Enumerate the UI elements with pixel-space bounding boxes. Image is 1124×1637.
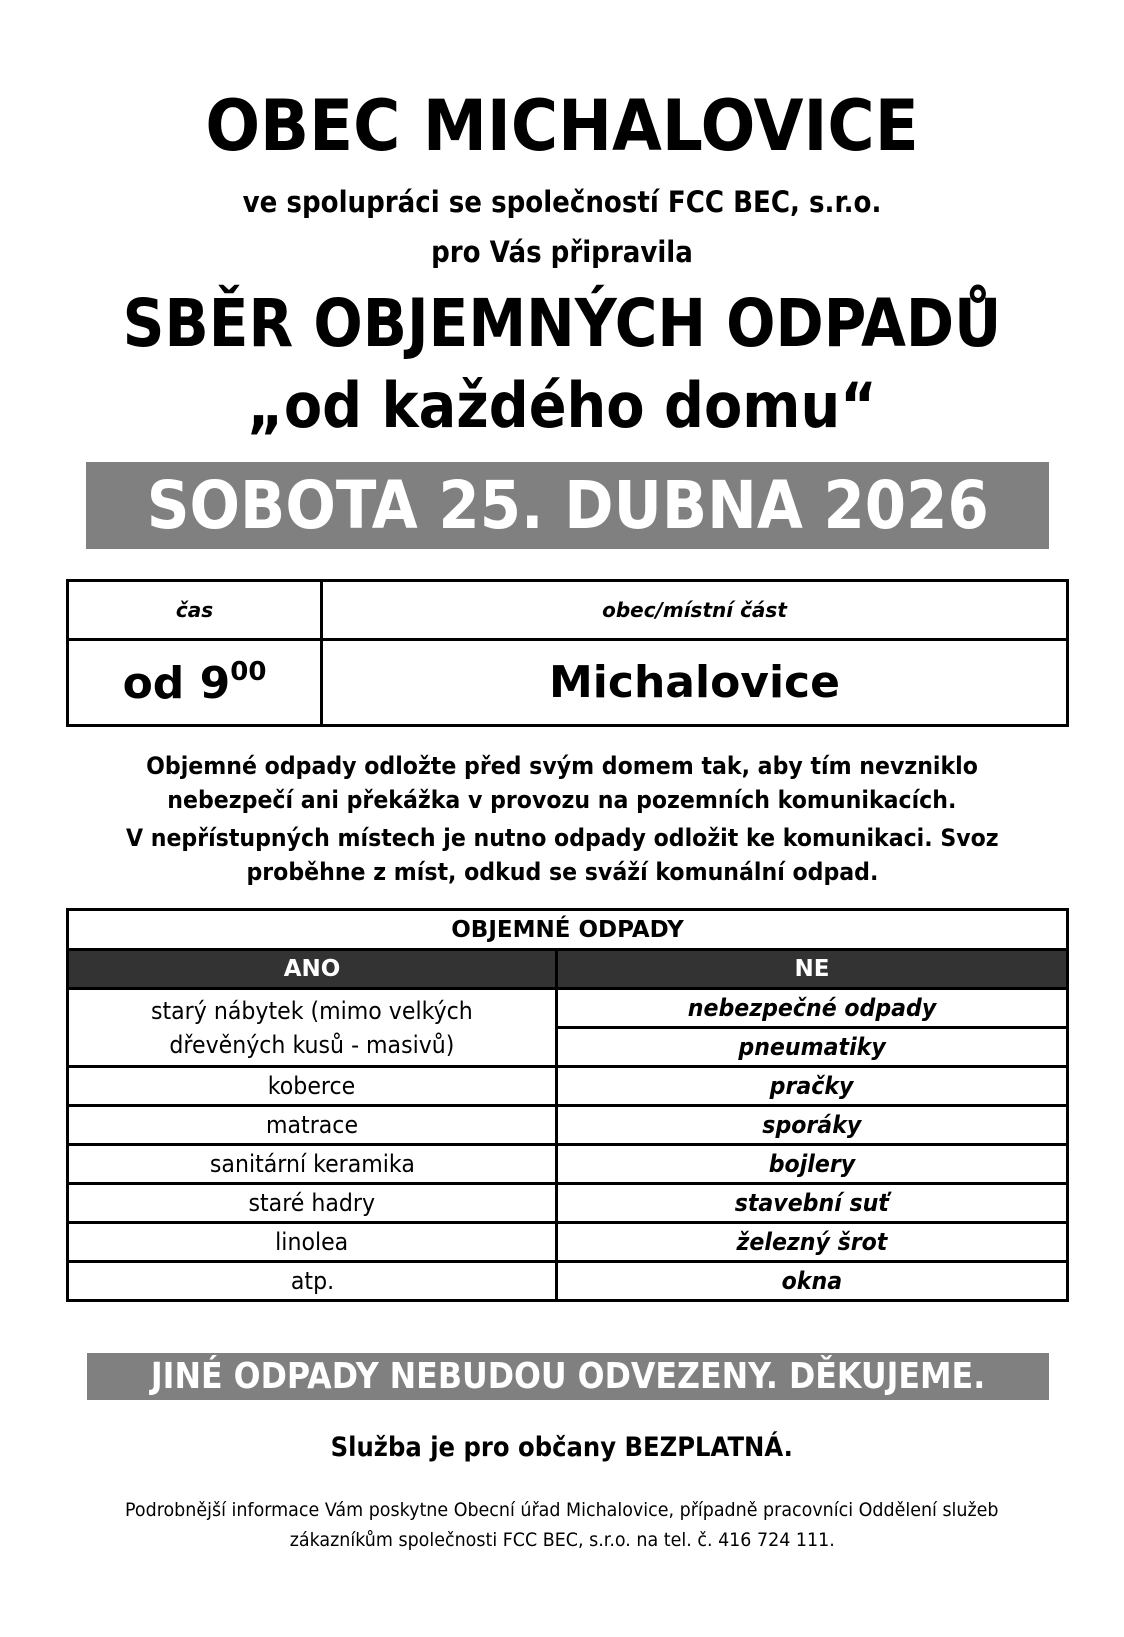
allowed-item-text: koberce: [268, 1072, 356, 1100]
forbidden-item-text: pneumatiky: [738, 1033, 886, 1061]
allowed-item-text: staré hadry: [248, 1189, 376, 1217]
notice-line-4: [0, 855, 1124, 889]
forbidden-item: [557, 1106, 1068, 1145]
forbidden-item-text: železný šrot: [736, 1228, 888, 1256]
forbidden-item-text: okna: [781, 1267, 843, 1295]
contact-line-2: zákazníkům společnosti FCC BEC, s.r.o. na tel. č. 416 724 111.: [289, 1529, 835, 1551]
allowed-item: [68, 989, 557, 1067]
allowed-item: [68, 1184, 557, 1223]
other-waste-text: JINÉ ODPADY NEBUDOU ODVEZENY. DĚKUJEME.: [150, 1356, 986, 1397]
date-banner: [86, 462, 1049, 549]
header-place: obec/místní část: [322, 581, 1068, 640]
column-allowed: ANO: [68, 950, 557, 989]
forbidden-item-text: sporáky: [762, 1111, 862, 1139]
schedule-header-row: [68, 581, 1068, 640]
waste-column-headers: [68, 950, 1068, 989]
allowed-item: [68, 1262, 557, 1301]
waste-caption-row: [68, 910, 1068, 950]
waste-row: [68, 1184, 1068, 1223]
forbidden-item: [557, 1262, 1068, 1301]
header-time: čas: [68, 581, 322, 640]
notice-text: V nepřístupných místech je nutno odpady odložit ke komunikaci. Svoz: [125, 824, 999, 852]
schedule-table: [66, 579, 1069, 727]
forbidden-item: [557, 989, 1068, 1028]
allowed-item: [68, 1223, 557, 1262]
waste-caption: OBJEMNÉ ODPADY: [68, 910, 1068, 950]
free-service-line: [0, 1428, 1124, 1468]
forbidden-item: [557, 1223, 1068, 1262]
forbidden-item-text: stavební suť: [734, 1189, 890, 1217]
date-text: SOBOTA 25. DUBNA 2026: [146, 467, 989, 544]
allowed-item: [68, 1145, 557, 1184]
event-headline: SBĚR OBJEMNÝCH ODPADŮ: [122, 285, 1002, 362]
notice-text: Objemné odpady odložte před svým domem tak, aby tím nevzniklo: [146, 752, 978, 780]
schedule-row: [68, 640, 1068, 726]
prepared-line: pro Vás připravila: [431, 235, 693, 269]
cooperation-line: ve spolupráci se společností FCC BEC, s.r.o.: [242, 185, 882, 219]
allowed-item: [68, 1067, 557, 1106]
other-waste-banner: [87, 1353, 1049, 1400]
forbidden-item: [557, 1145, 1068, 1184]
waste-table: [66, 908, 1069, 1302]
notice-line-1: [0, 749, 1124, 783]
forbidden-item-text: pračky: [770, 1072, 854, 1100]
time-cell: [68, 640, 322, 726]
event-subheadline: „od každého domu“: [247, 369, 877, 442]
notice-text: proběhne z míst, odkud se sváží komunální odpad.: [246, 858, 878, 886]
notice-text: nebezpečí ani překážka v provozu na pozemních komunikacích.: [167, 786, 957, 814]
place-cell: Michalovice: [322, 640, 1068, 726]
allowed-item-line: dřevěných kusů - masivů): [169, 1030, 455, 1059]
forbidden-item: [557, 1028, 1068, 1067]
time-minutes: 00: [230, 656, 267, 687]
allowed-item-text: atp.: [290, 1267, 334, 1295]
time-value: od 9: [122, 657, 231, 709]
waste-row: [68, 1145, 1068, 1184]
forbidden-item: [557, 1184, 1068, 1223]
contact-line-1: Podrobnější informace Vám poskytne Obecní úřad Michalovice, případně pracovníci Oddělení služeb: [125, 1499, 999, 1521]
page-title: OBEC MICHALOVICE: [205, 85, 919, 167]
forbidden-item-text: bojlery: [768, 1150, 856, 1178]
free-service-text: Služba je pro občany BEZPLATNÁ.: [330, 1432, 794, 1463]
allowed-item-line: starý nábytek (mimo velkých: [151, 996, 473, 1025]
allowed-item-text: sanitární keramika: [209, 1150, 415, 1178]
forbidden-item: [557, 1067, 1068, 1106]
allowed-item-text: matrace: [265, 1111, 359, 1139]
forbidden-item-text: nebezpečné odpady: [687, 994, 937, 1022]
allowed-item: [68, 1106, 557, 1145]
notice-line-2: [0, 783, 1124, 817]
notice-line-3: [0, 821, 1124, 855]
waste-row: [68, 1262, 1068, 1301]
column-not-allowed: NE: [557, 950, 1068, 989]
waste-row: [68, 1067, 1068, 1106]
waste-row: [68, 1223, 1068, 1262]
allowed-item-text: linolea: [275, 1228, 349, 1256]
contact-info: [0, 1495, 1124, 1555]
waste-row: [68, 989, 1068, 1028]
waste-row: [68, 1106, 1068, 1145]
